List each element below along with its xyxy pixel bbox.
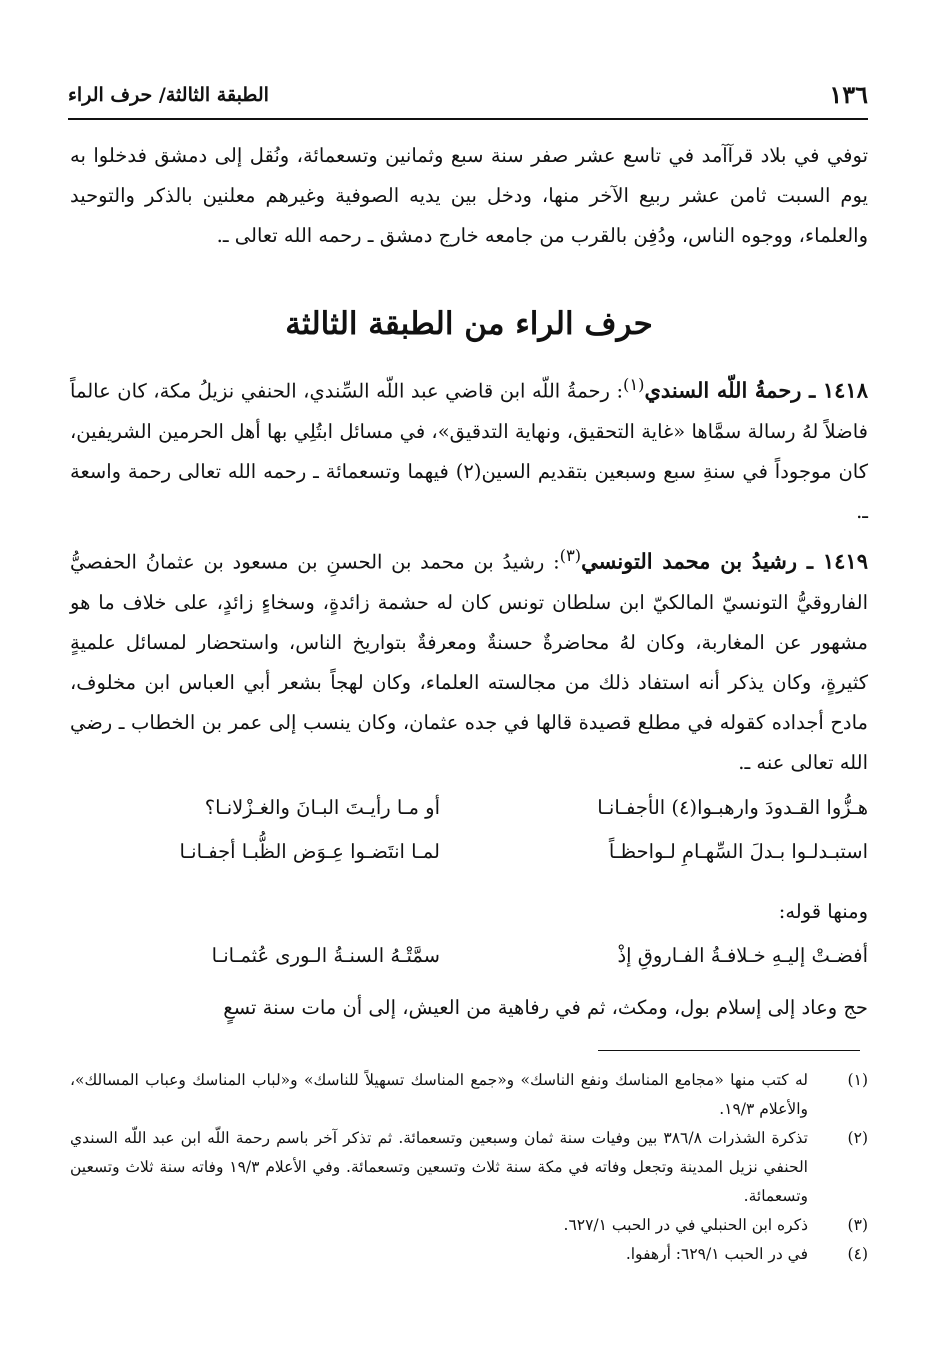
verse-first-hemistich: أفضـتْ إليـهِ خـلافـةُ الفـاروقِ إذْ (617, 944, 868, 967)
verse-second-hemistich: لمـا انتَضـوا عِـوَض الظُّبـا أجفـانـا (179, 840, 440, 863)
footnote-text: ذكره ابن الحنبلي في در الحبب ٦٢٧/١. (563, 1216, 808, 1234)
entry-text: : رشيدُ بن محمد بن الحسنِ بن مسعود بن عثمانُ الحفصيُّ الفاروقيُّ التونسيّ المالكيّ ابن سلطان تونس كان له حشمة زائدةٍ، وسخاءٍ زائدٍ، على خلاف ما هو مشهور عن المغاربة، وكان لهُ محاضرةٌ حسنةٌ ومعرفةٌ بتواريخ الناس، واستحضار لمسائل علميةٍ كثيرةٍ، وكان يذكر أنه استفاد ذلك من مجالسته العلماء، وكان لهجاً بشعر أبي العباس ابن مخلوف، مادح أجداده كقوله في مطلع قصيدة قالها في جده عثمان، وكان ينسب إلى عمر بن الخطاب ـ رضي الله تعالى عنه ـ. (70, 550, 868, 774)
poem-verses (80, 796, 868, 884)
footnote (70, 1240, 868, 1269)
page-header (68, 80, 868, 114)
entry-1419 (70, 536, 868, 783)
entry-title: ١٤١٩ ـ رشيدُ بن محمد التونسي (581, 548, 868, 574)
section-heading: حرف الراء من الطبقة الثالثة (285, 306, 653, 342)
footnote-ref: (١) (623, 375, 645, 394)
entry-1418 (70, 365, 868, 532)
header-rule (68, 118, 868, 120)
footnote-text: تذكرة الشذرات ٣٨٦/٨ بين وفيات سنة ثمان وسبعين وتسعمائة. ثم تذكر آخر باسم رحمة اللّه ابن عبد اللّه السندي الحنفي نزيل المدينة وتجعل وفاته في مكة سنة ثلاث وتسعين وتسعمائة. وفي الأعلام ١٩/٣ وفاته سنة ثلاث وتسعين وتسعمائة. (70, 1129, 808, 1205)
verse-line (80, 944, 868, 988)
verse-line (80, 840, 868, 884)
footnote-mark: (١) (847, 1071, 868, 1089)
footnote (70, 1124, 868, 1211)
footnote-mark: (٤) (847, 1245, 868, 1263)
entry-title: ١٤١٨ ـ رحمةُ اللّه السندي (644, 377, 868, 403)
footnote-ref: (٣) (559, 546, 582, 565)
footnotes (70, 1066, 868, 1269)
running-title: الطبقة الثالثة/ حرف الراء (68, 84, 269, 106)
verse-line (80, 796, 868, 840)
page-number: ١٣٦ (829, 80, 868, 109)
footnote (70, 1066, 868, 1124)
verse-first-hemistich: استبـدلـوا بـدلَ السِّهـامِ لـواحظـاً (608, 840, 868, 863)
verse-first-hemistich: هـزُّوا القـدودَ وارهبـوا(٤) الأجفـانـا (597, 796, 868, 819)
verse-label: ومنها قوله: (778, 900, 868, 923)
verse-second-hemistich: سمَّتْـهُ السنـةُ الـورى عُثمـانـا (211, 944, 440, 967)
continuation-line: حج وعاد إلى إسلام بول، ومكث، ثم في رفاهية من العيش، إلى أن مات سنة تسعٍ (223, 996, 868, 1019)
intro-paragraph (70, 136, 868, 256)
entry-text: : رحمةُ اللّه ابن قاضي عبد اللّه السِّندي، الحنفي نزيلُ مكة، كان عالماً فاضلاً لهُ رسالة سمَّاها «غاية التحقيق، ونهاية التدقيق»، في مسائل ابتُلِي بها أهل الحرمين الشريفين، كان موجوداً في سنةِ سبع وسبعين بتقديم السين(٢) فيهما وتسعمائة ـ رحمه الله تعالى رحمة واسعة ـ. (70, 379, 868, 523)
footnote-mark: (٢) (847, 1129, 868, 1147)
footnote-text: له كتب منها «مجامع المناسك ونفع الناسك» و«جمع المناسك تسهيلاً للناسك» و«لباب المناسك وعباب المسالك»، والأعلام ١٩/٣. (70, 1071, 808, 1118)
footnote (70, 1211, 868, 1240)
footnote-separator (598, 1050, 860, 1051)
intro-text: توفي في بلاد قرآآمد في تاسع عشر صفر سنة سبع وثمانين وتسعمائة، ونُقل إلى دمشق فدخلوا به يوم السبت ثامن عشر ربيع الآخر منها، ودخل بين يديه الصوفية وغيرهم معلنين بالذكر والتوحيد والعلماء، ووجوه الناس، ودُفِن بالقرب من جامعه خارج دمشق ـ رحمه الله تعالى ـ. (70, 144, 868, 247)
verse-second-hemistich: أو مـا رأيـتَ البـانَ والغـزْلانـا؟ (204, 796, 440, 819)
footnote-mark: (٣) (847, 1216, 868, 1234)
poem-verse-3 (80, 944, 868, 988)
footnote-text: في در الحبب ٦٢٩/١: أرهفوا. (625, 1245, 808, 1263)
